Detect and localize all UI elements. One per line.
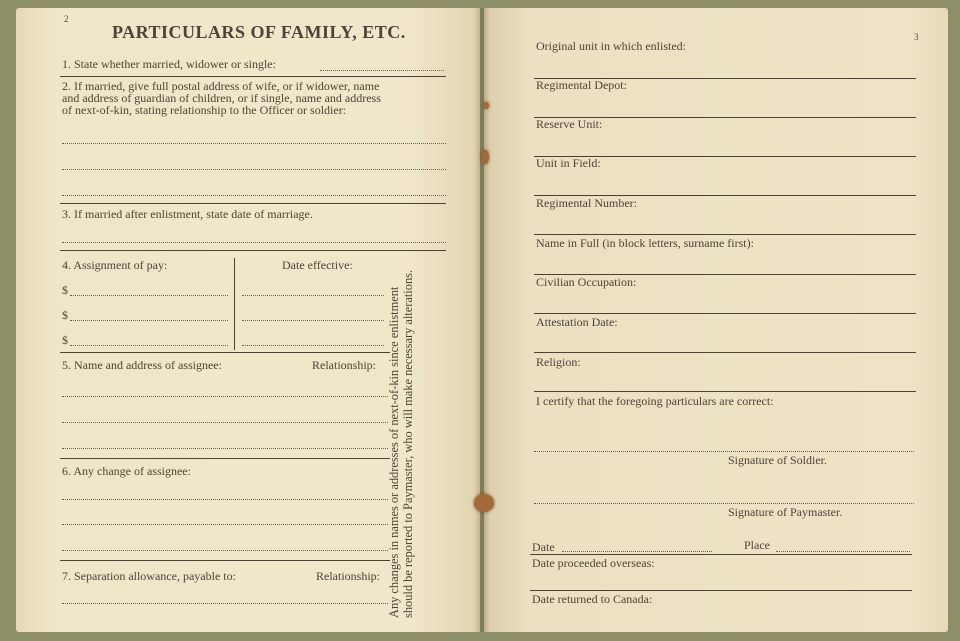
soldier-signature-line[interactable] [534, 451, 914, 452]
field-line[interactable] [534, 352, 916, 353]
field-unit-in-field: Unit in Field: [536, 156, 601, 170]
q6-label: 6. Any change of assignee: [62, 464, 191, 478]
q6-answer-line[interactable] [62, 550, 388, 551]
q7-label: 7. Separation allowance, payable to: [62, 569, 236, 583]
pay-amount-line[interactable] [70, 345, 228, 346]
q2-answer-line[interactable] [62, 169, 446, 170]
pay-date-line[interactable] [242, 320, 384, 321]
page-number-right: 3 [914, 32, 919, 42]
field-line[interactable] [530, 590, 912, 591]
page-number-left: 2 [64, 14, 69, 24]
divider [60, 458, 390, 459]
q7-answer-line[interactable] [62, 603, 388, 604]
date-line[interactable] [562, 551, 712, 552]
q2-answer-line[interactable] [62, 195, 446, 196]
q2-label-line3: of next-of-kin, stating relationship to the Officer or soldier: [62, 103, 347, 117]
pay-date-line[interactable] [242, 295, 384, 296]
q1-label: 1. State whether married, widower or single: [62, 57, 276, 71]
field-original-unit: Original unit in which enlisted: [536, 39, 686, 53]
q2-answer-line[interactable] [62, 143, 446, 144]
currency-sign: $ [62, 308, 68, 322]
q6-answer-line[interactable] [62, 499, 388, 500]
q5-label: 5. Name and address of assignee: [62, 358, 222, 372]
currency-sign: $ [62, 333, 68, 347]
date-returned-canada: Date returned to Canada: [532, 592, 653, 606]
binding-hole [474, 494, 494, 512]
field-line[interactable] [534, 391, 916, 392]
divider [60, 352, 390, 353]
field-civilian-occupation: Civilian Occupation: [536, 275, 637, 289]
q5-answer-line[interactable] [62, 448, 388, 449]
q7-relationship-label: Relationship: [316, 569, 380, 583]
divider [60, 76, 446, 77]
q5-answer-line[interactable] [62, 396, 388, 397]
currency-sign: $ [62, 283, 68, 297]
signature-paymaster-label: Signature of Paymaster. [728, 505, 843, 519]
q4-label: 4. Assignment of pay: [62, 258, 168, 272]
date-label: Date [532, 540, 555, 554]
pay-amount-line[interactable] [70, 320, 228, 321]
field-line[interactable] [534, 234, 916, 235]
divider [60, 560, 390, 561]
field-name-in-full: Name in Full (in block letters, surname first): [536, 236, 754, 250]
binding-hole [483, 102, 489, 109]
next-of-kin-note: Any changes in names or addresses of next-of-kin since enlistment should be reported to Paymaster, who will make necessary alterations. [387, 269, 415, 618]
divider [60, 203, 446, 204]
q1-answer-line[interactable] [320, 70, 444, 71]
field-regimental-depot: Regimental Depot: [536, 78, 627, 92]
signature-soldier-label: Signature of Soldier. [728, 453, 827, 467]
q5-answer-line[interactable] [62, 422, 388, 423]
q5-relationship-label: Relationship: [312, 358, 376, 372]
field-regimental-number: Regimental Number: [536, 196, 637, 210]
q6-answer-line[interactable] [62, 524, 388, 525]
q2-label-line2: and address of guardian of children, or if single, name and address [62, 91, 381, 105]
field-attestation-date: Attestation Date: [536, 315, 618, 329]
place-label: Place [744, 538, 770, 552]
field-religion: Religion: [536, 355, 581, 369]
pay-amount-line[interactable] [70, 295, 228, 296]
certify-statement: I certify that the foregoing particulars are correct: [536, 394, 774, 408]
page-title: PARTICULARS OF FAMILY, ETC. [112, 22, 406, 42]
divider [60, 250, 446, 251]
binding-hole [481, 150, 489, 164]
pay-date-line[interactable] [242, 345, 384, 346]
field-line [530, 554, 912, 555]
q3-label: 3. If married after enlistment, state date of marriage. [62, 207, 313, 221]
place-line[interactable] [776, 551, 910, 552]
q2-label-line1: 2. If married, give full postal address of wife, or if widower, name [62, 79, 380, 93]
field-line[interactable] [534, 313, 916, 314]
paymaster-signature-line[interactable] [534, 503, 914, 504]
q4-column-divider [234, 258, 235, 350]
q4-date-label: Date effective: [282, 258, 353, 272]
field-reserve-unit: Reserve Unit: [536, 117, 603, 131]
q3-answer-line[interactable] [62, 242, 446, 243]
date-proceeded-overseas: Date proceeded overseas: [532, 556, 655, 570]
